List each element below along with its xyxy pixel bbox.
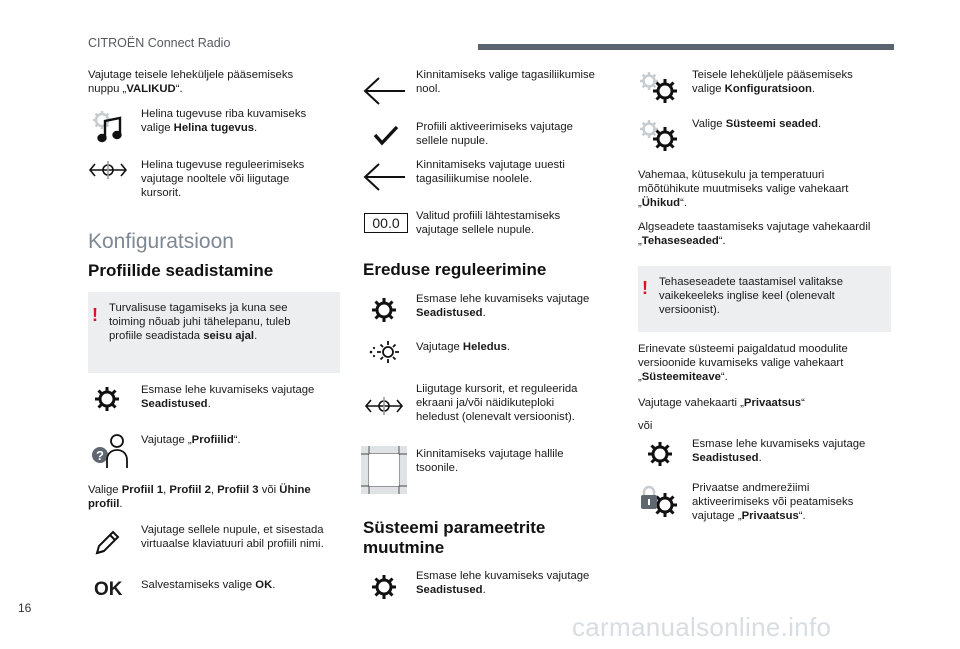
line: Valige (88, 484, 122, 496)
para-privacy (638, 396, 805, 410)
line: “. (798, 510, 806, 522)
bold-term: Profiil 3 (217, 484, 259, 496)
bold-term: Helina tugevus (173, 122, 255, 134)
bold-term: profiil (88, 498, 120, 510)
line: . (482, 584, 486, 596)
para-units (638, 168, 848, 210)
bold-term: Süsteemi seaded (725, 118, 819, 130)
line: mõõtühikute muutmiseks valige vahekaart (638, 183, 849, 195)
bold-term: Profiilid (191, 434, 234, 446)
line: Kinnitamiseks vajutage uuesti (416, 159, 565, 171)
line: Kinnitamiseks vajutage hallile (416, 448, 564, 460)
line: “ (801, 397, 805, 409)
item-profiles (141, 433, 241, 447)
line: Esmase lehe kuvamiseks vajutage (141, 384, 315, 396)
bold-term: Privaatsus (743, 397, 802, 409)
item-edit-name (141, 523, 324, 551)
intro-text (88, 68, 293, 96)
warning-mark-icon: ! (642, 278, 648, 298)
line: Profiili aktiveerimiseks vajutage (416, 121, 573, 133)
line: . (254, 122, 258, 134)
line: . (254, 330, 258, 342)
line: Helina tugevuse riba kuvamiseks (141, 108, 307, 120)
item-back-again (416, 158, 565, 186)
item-save (141, 578, 275, 592)
bold-term: Tehaseseaded (641, 235, 719, 247)
line: Privaatse andmerežiimi (692, 482, 810, 494)
item-configuration (692, 68, 853, 96)
bold-term: Seadistused (692, 452, 759, 464)
running-header: CITROËN Connect Radio (88, 36, 231, 50)
line: sellele nupule. (416, 135, 489, 147)
warning-mark-icon: ! (92, 305, 98, 325)
gear-icon (369, 572, 399, 602)
bold-term: Süsteemiteave (641, 371, 721, 383)
watermark: carmanualsonline.info (572, 612, 832, 642)
item-reset (416, 209, 560, 237)
line: aktiveerimiseks või peatamiseks (692, 496, 854, 508)
line: versioonide kuvamiseks valige vahekaart (638, 357, 844, 369)
gear-icon (645, 439, 675, 469)
section-title: Ereduse reguleerimine (363, 260, 547, 279)
bold-term: Ühine (279, 484, 311, 496)
grey-zone-icon (361, 446, 407, 494)
bold-term: Seadistused (416, 307, 483, 319)
options-label: VALIKUD (126, 83, 176, 95)
line: . (506, 341, 510, 353)
line: “. (175, 83, 183, 95)
line: Valige (692, 118, 726, 130)
line: vajutage nooltele või liigutage (141, 173, 290, 185)
line: Tehaseseadete taastamisel valitakse (659, 276, 843, 288)
line: Süsteemi parameetrite (363, 518, 546, 537)
gear-icon (92, 384, 122, 414)
item-settings (416, 292, 589, 320)
line: , (210, 484, 218, 496)
warning-text (659, 275, 843, 317)
warning-box (638, 266, 891, 332)
back-arrow-icon (363, 160, 407, 194)
svg-text:?: ? (96, 448, 104, 463)
line: virtuaalse klaviatuuri abil profiili nimi. (141, 538, 324, 550)
line: Esmase lehe kuvamiseks vajutage (416, 570, 590, 582)
line: Vajutage (416, 341, 463, 353)
line: Vajutage sellele nupule, et sisestada (141, 524, 324, 536)
line: . (758, 452, 762, 464)
line: „ (638, 235, 642, 247)
item-brightness-adjust (416, 382, 577, 424)
line: “. (720, 371, 728, 383)
line: toiming nõuab juhi tähelepanu, tuleb (109, 316, 291, 328)
line: . (818, 118, 822, 130)
header-bar (478, 44, 894, 50)
line: . (272, 579, 276, 591)
section-title (363, 518, 545, 558)
item-settings (141, 383, 314, 411)
bold-term: seisu ajal (203, 330, 255, 342)
line: Esmase lehe kuvamiseks vajutage (692, 438, 866, 450)
item-volume-adjust (141, 158, 304, 200)
back-arrow-icon (363, 74, 407, 108)
ok-icon: OK (94, 579, 123, 600)
item-system-settings (692, 117, 821, 131)
line: valige (141, 122, 174, 134)
line: nool. (416, 83, 441, 95)
item-settings (416, 569, 589, 597)
line: kursorit. (141, 187, 182, 199)
lock-gear-icon (638, 483, 680, 521)
line: Kinnitamiseks valige tagasiliikumise (416, 69, 595, 81)
line: “. (233, 434, 241, 446)
line: Liigutage kursorit, et reguleerida (416, 383, 578, 395)
choose-profile-text (88, 483, 311, 511)
line: Vajutage teisele leheküljele pääsemiseks (88, 69, 294, 81)
line: . (207, 398, 211, 410)
line: Valitud profiili lähtestamiseks (416, 210, 561, 222)
line: vaikekeeleks inglise keel (olenevalt (659, 290, 835, 302)
bold-term: Seadistused (141, 398, 208, 410)
or-text: või (638, 420, 653, 432)
cursor-slider-icon (88, 156, 128, 184)
gear-icon (369, 295, 399, 325)
line: heledust (olenevalt versioonist). (416, 411, 575, 423)
line: Vajutage vahekaarti „ (638, 397, 744, 409)
line: Salvestamiseks valige (141, 579, 256, 591)
bold-term: Ühikud (641, 197, 681, 209)
para-factory (638, 220, 870, 248)
item-volume-bar (141, 107, 306, 135)
bold-term: OK (255, 579, 273, 591)
item-privacy (692, 481, 853, 523)
bold-term: Konfiguratsioon (724, 83, 812, 95)
page-number: 16 (18, 601, 32, 615)
item-back-confirm (416, 68, 595, 96)
line: nuppu „ (88, 83, 127, 95)
pencil-icon (93, 527, 123, 557)
item-grey-zone (416, 447, 564, 475)
line: “. (680, 197, 687, 209)
line: Esmase lehe kuvamiseks vajutage (416, 293, 590, 305)
bold-term: Heledus (462, 341, 507, 353)
section-title: Konfiguratsioon (88, 230, 234, 253)
double-gear-icon (638, 70, 680, 106)
bold-term: Profiil 2 (169, 484, 211, 496)
line: ekraani ja/või näidikuteploki (416, 397, 555, 409)
line: „ (638, 197, 642, 209)
line: . (119, 498, 123, 510)
line: Helina tugevuse reguleerimiseks (141, 159, 305, 171)
double-gear-icon (638, 118, 680, 154)
subsection-title: Profiilide seadistamine (88, 261, 274, 280)
line: „ (638, 371, 642, 383)
line: Vajutage „ (141, 434, 192, 446)
item-settings (692, 437, 865, 465)
line: . (482, 307, 486, 319)
line: vajutage sellele nupule. (416, 224, 535, 236)
bold-term: Seadistused (416, 584, 483, 596)
line: versioonist). (659, 304, 720, 316)
warning-box (88, 292, 340, 373)
para-system-info (638, 342, 848, 384)
music-gear-icon (90, 108, 126, 144)
line: vajutage „ (692, 510, 742, 522)
line: või (258, 484, 280, 496)
item-brightness (416, 340, 510, 354)
line: Vahemaa, kütusekulu ja temperatuuri (638, 169, 825, 181)
checkmark-icon (373, 124, 399, 146)
line: Teisele leheküljele pääsemiseks (692, 69, 853, 81)
warning-text (109, 301, 291, 343)
line: muutmine (363, 538, 445, 557)
line: , (163, 484, 170, 496)
question-person-icon (90, 430, 130, 470)
line: . (811, 83, 816, 95)
cursor-slider-icon (364, 392, 404, 420)
line: Erinevate süsteemi paigaldatud moodulite (638, 343, 848, 355)
line: valige (692, 83, 725, 95)
line: “. (718, 235, 726, 247)
bold-term: Profiil 1 (121, 484, 164, 496)
line: tagasiliikumise noolele. (416, 173, 533, 185)
bold-term: Privaatsus (741, 510, 799, 522)
line: Turvalisuse tagamiseks ja kuna see (109, 302, 288, 314)
line: profiile seadistada (109, 330, 204, 342)
reset-icon: 00.0 (364, 213, 408, 233)
brightness-icon (368, 339, 402, 365)
line: tsoonile. (416, 462, 459, 474)
item-activate (416, 120, 573, 148)
line: Algseadete taastamiseks vajutage vahekaardil (638, 221, 871, 233)
